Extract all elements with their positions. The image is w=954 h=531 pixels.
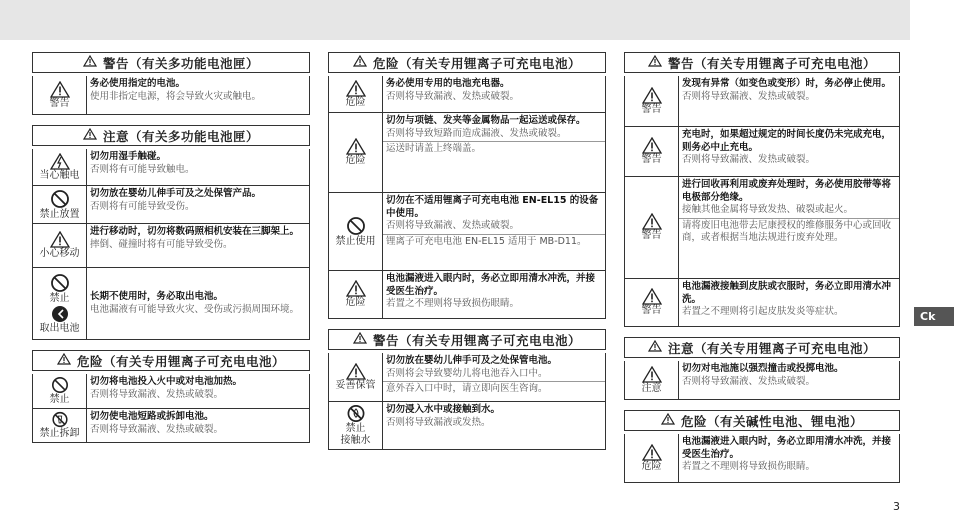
warning-triangle-icon bbox=[648, 55, 662, 70]
prohibited-icon bbox=[346, 216, 366, 236]
consequence: 否则将导致漏液、发热或破裂。 bbox=[682, 375, 816, 387]
section-warning-li-ion-1 bbox=[328, 329, 606, 450]
consequence: 否则将会导致婴幼儿将电池吞入口中。 bbox=[386, 367, 548, 379]
warning-triangle-icon bbox=[642, 444, 662, 461]
warning-triangle-icon bbox=[50, 231, 70, 248]
instruction: 切勿将电池投入火中或对电池加热。 bbox=[90, 376, 243, 387]
column-3 bbox=[624, 52, 900, 493]
icon-label: 禁止 bbox=[49, 394, 70, 405]
instruction: 务必使用指定的电池。 bbox=[90, 78, 186, 89]
list-item bbox=[33, 267, 309, 339]
consequence: 否则将导致漏液、发热或破裂。 bbox=[386, 90, 520, 102]
warning-triangle-icon bbox=[661, 413, 675, 428]
icon-label: 禁止放置 bbox=[39, 208, 80, 220]
instruction: 电池漏液进入眼内时，务必立即用清水冲洗，并接受医生治疗。 bbox=[682, 436, 892, 460]
list-item bbox=[625, 176, 899, 278]
prohibited-icon bbox=[51, 376, 69, 394]
icon-label: 警告 bbox=[49, 97, 70, 109]
section-title: 注意（有关专用锂离子可充电电池） bbox=[624, 337, 900, 358]
header-band bbox=[0, 0, 910, 40]
language-tab: Ck bbox=[914, 307, 954, 326]
consequence: 若置之不理则将导致损伤眼睛。 bbox=[386, 298, 520, 309]
warning-triangle-icon bbox=[346, 280, 366, 297]
icon-label: 警告 bbox=[641, 103, 662, 115]
column-2 bbox=[328, 52, 606, 460]
icon-label: 注意 bbox=[641, 382, 662, 394]
list-item bbox=[329, 401, 605, 449]
instruction: 切勿对电池施以强烈撞击或投掷电池。 bbox=[682, 363, 844, 374]
list-item bbox=[33, 408, 309, 442]
icon-label: 危险 bbox=[345, 96, 366, 108]
consequence: 电池漏液有可能导致火灾、受伤或污损周围环境。 bbox=[90, 303, 300, 315]
section-danger-li-ion-1 bbox=[32, 350, 310, 443]
icon-label: 禁止拆卸 bbox=[39, 428, 80, 439]
icon-label: 警告 bbox=[641, 230, 662, 241]
section-title: 危险（有关专用锂离子可充电电池） bbox=[328, 52, 606, 73]
consequence: 否则将导致漏液或发热。 bbox=[386, 416, 491, 428]
icon-label: 取出电池 bbox=[39, 322, 80, 334]
section-caution-battery-pack bbox=[32, 125, 310, 340]
warning-triangle-icon bbox=[353, 332, 367, 347]
list-item bbox=[33, 149, 309, 185]
instruction: 切勿在不适用锂离子可充电电池 EN-EL15 的设备中使用。 bbox=[386, 195, 599, 219]
consequence: 否则将导致漏液、发热或破裂。 bbox=[90, 388, 224, 400]
no-disassembly-icon bbox=[51, 411, 69, 428]
section-caution-li-ion bbox=[624, 337, 900, 400]
page-number: 3 bbox=[893, 500, 900, 513]
icon-label: 禁止 bbox=[345, 423, 366, 434]
list-item bbox=[33, 374, 309, 408]
section-title: 注意（有关多功能电池匣） bbox=[32, 125, 310, 146]
warning-triangle-icon bbox=[648, 340, 662, 355]
section-danger-alkaline bbox=[624, 410, 900, 483]
section-body bbox=[624, 361, 900, 400]
note: 请将废旧电池带去尼康授权的维修服务中心或回收商，或者根据当地法规进行废弃处理。 bbox=[682, 219, 892, 243]
list-item bbox=[329, 353, 605, 401]
instruction: 切勿放在婴幼儿伸手可及之处保管产品。 bbox=[90, 188, 262, 199]
warning-triangle-icon bbox=[346, 363, 366, 380]
instruction: 切勿与项链、发夹等金属物品一起运送或保存。 bbox=[386, 115, 586, 126]
consequence: 否则将导致漏液、发热或破裂。 bbox=[682, 154, 816, 165]
warning-triangle-icon bbox=[83, 55, 97, 70]
list-item bbox=[625, 434, 899, 482]
warning-triangle-icon bbox=[346, 80, 366, 97]
consequence: 若置之不理则将导致损伤眼睛。 bbox=[682, 461, 816, 472]
note: 运送时请盖上终端盖。 bbox=[386, 143, 482, 154]
instruction: 进行回收再利用或废弃处理时，务必使用胶带等将电极部分绝缘。 bbox=[682, 179, 892, 203]
electric-shock-icon bbox=[50, 153, 70, 170]
icon-label: 禁止 bbox=[49, 292, 70, 304]
section-body bbox=[328, 76, 606, 319]
list-item bbox=[33, 76, 309, 114]
warning-triangle-icon bbox=[83, 128, 97, 143]
list-item bbox=[625, 76, 899, 126]
instruction: 发现有异常（如变色或变形）时，务必停止使用。 bbox=[682, 78, 892, 89]
consequence: 否则将有可能导致受伤。 bbox=[90, 200, 195, 212]
consequence: 否则将导致短路而造成漏液、发热或破裂。 bbox=[386, 127, 567, 139]
consequence: 若置之不理则将引起皮肤发炎等症状。 bbox=[682, 306, 844, 317]
column-1 bbox=[32, 52, 310, 453]
warning-triangle-icon bbox=[642, 87, 662, 104]
warning-triangle-icon bbox=[346, 138, 366, 155]
section-title: 警告（有关专用锂离子可充电电池） bbox=[328, 329, 606, 350]
consequence: 摔倒、碰撞时将有可能导致受伤。 bbox=[90, 238, 233, 250]
warning-triangle-icon bbox=[642, 213, 662, 230]
icon-label: 当心触电 bbox=[39, 169, 80, 181]
no-water-icon bbox=[346, 404, 366, 423]
instruction: 切勿放在婴幼儿伸手可及之处保管电池。 bbox=[386, 355, 558, 366]
instruction: 电池漏液接触到皮肤或衣服时，务必立即用清水冲洗。 bbox=[682, 281, 892, 305]
prohibited-icon bbox=[50, 273, 70, 293]
instruction: 充电时，如果超过规定的时间长度仍未完成充电，则务必中止充电。 bbox=[682, 129, 892, 153]
list-item bbox=[329, 76, 605, 112]
consequence: 否则将导致漏液、发热或破裂。 bbox=[386, 220, 520, 231]
note: 锂离子可充电电池 EN-EL15 适用于 MB-D11。 bbox=[386, 235, 587, 247]
icon-label: 接触水 bbox=[340, 435, 371, 446]
list-item bbox=[625, 278, 899, 326]
consequence: 否则将导致漏液、发热或破裂。 bbox=[682, 90, 816, 102]
warning-triangle-icon bbox=[642, 366, 662, 383]
icon-label: 禁止使用 bbox=[335, 235, 376, 247]
prohibited-icon bbox=[50, 189, 70, 209]
instruction: 长期不使用时，务必取出电池。 bbox=[90, 291, 224, 302]
instruction: 务必使用专用的电池充电器。 bbox=[386, 78, 510, 89]
section-body bbox=[32, 374, 310, 443]
list-item bbox=[33, 185, 309, 223]
icon-label: 妥善保管 bbox=[335, 379, 376, 391]
list-item bbox=[625, 361, 899, 399]
consequence: 接触其他金属将导致发热、破裂或起火。 bbox=[682, 204, 854, 215]
icon-label: 危险 bbox=[345, 297, 366, 308]
section-title: 警告（有关多功能电池匣） bbox=[32, 52, 310, 73]
section-body bbox=[624, 434, 900, 483]
consequence: 否则将导致漏液、发热或破裂。 bbox=[90, 423, 224, 435]
section-warning-li-ion-2 bbox=[624, 52, 900, 327]
section-warning-battery-pack bbox=[32, 52, 310, 115]
consequence: 否则将有可能导致触电。 bbox=[90, 163, 195, 175]
section-title: 危险（有关专用锂离子可充电电池） bbox=[32, 350, 310, 371]
instruction: 切勿用湿手触碰。 bbox=[90, 151, 167, 162]
section-body bbox=[624, 76, 900, 327]
section-title: 危险（有关碱性电池、锂电池） bbox=[624, 410, 900, 431]
warning-triangle-icon bbox=[642, 288, 662, 305]
section-body bbox=[32, 76, 310, 115]
note: 意外吞入口中时，请立即向医生咨询。 bbox=[386, 383, 548, 394]
list-item bbox=[329, 192, 605, 270]
icon-label: 危险 bbox=[641, 460, 662, 472]
section-body bbox=[328, 353, 606, 450]
instruction: 电池漏液进入眼内时，务必立即用清水冲洗，并接受医生治疗。 bbox=[386, 273, 596, 297]
warning-triangle-icon bbox=[642, 137, 662, 154]
section-danger-li-ion-2 bbox=[328, 52, 606, 319]
instruction: 切勿浸入水中或接触到水。 bbox=[386, 404, 501, 415]
section-body bbox=[32, 149, 310, 340]
icon-label: 小心移动 bbox=[39, 248, 80, 259]
instruction: 进行移动时，切勿将数码照相机安装在三脚架上。 bbox=[90, 226, 300, 237]
list-item bbox=[329, 270, 605, 318]
section-title: 警告（有关专用锂离子可充电电池） bbox=[624, 52, 900, 73]
instruction: 切勿使电池短路或拆卸电池。 bbox=[90, 411, 214, 422]
icon-label: 警告 bbox=[641, 154, 662, 165]
warning-triangle-icon bbox=[353, 55, 367, 70]
consequence: 使用非指定电源，将会导致火灾或触电。 bbox=[90, 90, 262, 102]
warning-triangle-icon bbox=[50, 81, 70, 98]
list-item bbox=[625, 126, 899, 176]
warning-triangle-icon bbox=[57, 353, 71, 368]
remove-battery-icon bbox=[51, 305, 69, 323]
icon-label: 警告 bbox=[641, 305, 662, 316]
list-item bbox=[329, 112, 605, 192]
icon-label: 危险 bbox=[345, 155, 366, 166]
list-item bbox=[33, 223, 309, 267]
